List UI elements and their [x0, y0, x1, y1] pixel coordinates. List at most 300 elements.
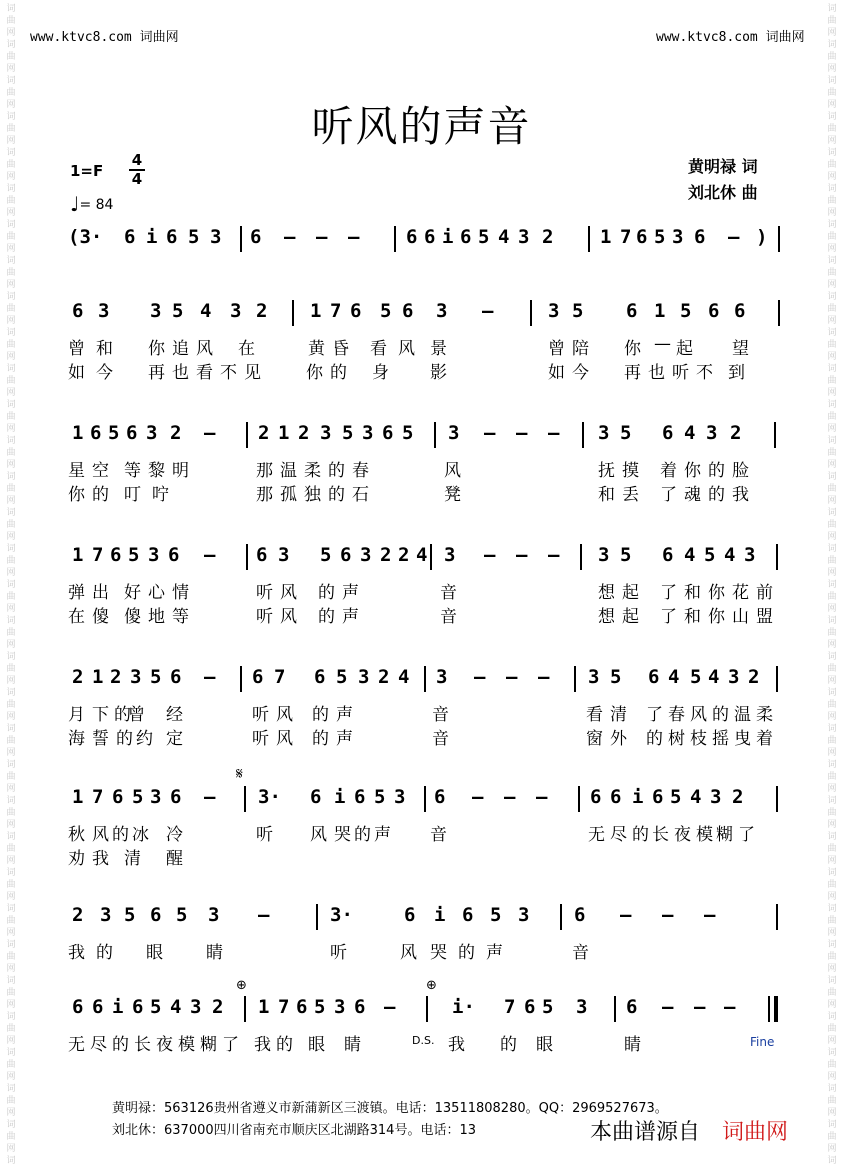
watermark-char: 曲	[827, 1024, 837, 1034]
fine-mark: Fine	[750, 1035, 775, 1049]
lyric-char: 夜	[156, 1035, 173, 1055]
lyric-char: 魂	[684, 485, 701, 505]
source-credit	[590, 1115, 788, 1146]
footer-lyricist-address: 黄明禄：563126贵州省遵义市新蒲新区三渡镇。电话：13511808280。QQ：2969527673。	[112, 1101, 668, 1116]
note: 3	[518, 226, 530, 248]
lyric-char: 的	[354, 825, 371, 845]
note: 6	[110, 544, 122, 566]
note: 1	[92, 666, 104, 688]
note: 6	[350, 300, 362, 322]
watermark-char: 网	[827, 496, 837, 506]
watermark-char: 网	[6, 208, 16, 218]
watermark-char: 词	[827, 796, 837, 806]
lyric-char: 想	[598, 607, 615, 627]
watermark-char: 曲	[6, 520, 16, 530]
watermark-char: 网	[6, 928, 16, 938]
lyric-char: 等	[172, 607, 189, 627]
note: 1	[72, 422, 84, 444]
lyric-char: 曾	[128, 705, 145, 725]
watermark-char: 词	[6, 976, 16, 986]
note: 3	[334, 996, 346, 1018]
watermark-char: 词	[6, 292, 16, 302]
lyric-char: 影	[430, 363, 447, 383]
barline	[530, 300, 532, 326]
lyric-char: 的	[712, 705, 729, 725]
lyric-char: 看	[586, 705, 603, 725]
watermark-char: 网	[6, 388, 16, 398]
footer-composer-address: 刘北休：637000四川省南充市顺庆区北湖路314号。电话：13	[112, 1123, 476, 1138]
barline	[560, 904, 562, 930]
time-signature-top: 4	[131, 151, 143, 169]
note: 6	[340, 544, 352, 566]
lyric-char: 听	[252, 705, 269, 725]
watermark-char: 网	[6, 1108, 16, 1118]
watermark-char: 网	[827, 1072, 837, 1082]
note: 5	[176, 904, 188, 926]
note: 7	[274, 666, 286, 688]
lyric-char: 声	[336, 705, 353, 725]
note: (3·	[68, 226, 103, 248]
watermark-char: 曲	[827, 808, 837, 818]
watermark-char: 曲	[827, 628, 837, 638]
watermark-char: 词	[827, 868, 837, 878]
lyric-char: 的	[646, 729, 663, 749]
watermark-char: 曲	[6, 268, 16, 278]
watermark-char: 网	[827, 640, 837, 650]
lyric-char: 音	[432, 729, 449, 749]
barline	[316, 904, 318, 930]
watermark-char: 网	[827, 172, 837, 182]
lyric-char: 我	[92, 849, 109, 869]
note: –	[204, 666, 216, 688]
note: 3	[710, 786, 722, 808]
lyric-char: 的	[112, 1035, 129, 1055]
source-brand-link[interactable]: 词曲网	[722, 1120, 789, 1145]
lyric-char: 起	[622, 607, 639, 627]
watermark-char: 曲	[827, 412, 837, 422]
note: 2	[732, 786, 744, 808]
watermark-char: 词	[827, 184, 837, 194]
note: 6	[652, 786, 664, 808]
lyric-char: 了	[660, 607, 677, 627]
coda-icon-1: ⊕	[236, 978, 247, 993]
watermark-char: 曲	[6, 232, 16, 242]
lyric-char: 的	[328, 485, 345, 505]
watermark-char: 词	[6, 40, 16, 50]
note: 5	[572, 300, 584, 322]
note: 3	[320, 422, 332, 444]
note: –	[484, 544, 496, 566]
watermark-char: 词	[827, 328, 837, 338]
lyric-char: 风	[92, 825, 109, 845]
watermark-char: 曲	[827, 736, 837, 746]
watermark-char: 词	[6, 256, 16, 266]
watermark-char: 词	[6, 112, 16, 122]
watermark-char: 曲	[827, 196, 837, 206]
lyric-char: 看	[196, 363, 213, 383]
watermark-char: 曲	[827, 700, 837, 710]
watermark-char: 曲	[6, 376, 16, 386]
note: 6	[734, 300, 746, 322]
watermark-char: 词	[827, 436, 837, 446]
watermark-char: 词	[6, 1084, 16, 1094]
watermark-char: 词	[6, 148, 16, 158]
note: –	[548, 544, 560, 566]
lyric-char: 醒	[166, 849, 183, 869]
note: i	[334, 786, 346, 808]
lyric-char: 你	[624, 339, 641, 359]
note: –	[724, 996, 736, 1018]
note: 3	[360, 544, 372, 566]
note: 3	[130, 666, 142, 688]
note: 6	[72, 996, 84, 1018]
note: 3	[98, 300, 110, 322]
lyric-char: 叮	[124, 485, 141, 505]
barline	[776, 904, 778, 930]
watermark-char: 曲	[6, 124, 16, 134]
watermark-char: 曲	[6, 988, 16, 998]
note: 5	[150, 996, 162, 1018]
barline	[582, 422, 584, 448]
watermark-char: 网	[6, 856, 16, 866]
watermark-char: 曲	[6, 1060, 16, 1070]
note: 6	[314, 666, 326, 688]
lyric-char: 清	[610, 705, 627, 725]
watermark-char: 网	[827, 460, 837, 470]
note: –	[482, 300, 494, 322]
lyric-char: 的	[458, 943, 475, 963]
note: 3	[208, 904, 220, 926]
lyric-char: 海	[68, 729, 85, 749]
lyric-char: 再	[148, 363, 165, 383]
lyric-char: 枝	[690, 729, 707, 749]
watermark-char: 词	[827, 832, 837, 842]
watermark-char: 网	[6, 820, 16, 830]
watermark-char: 词	[6, 1012, 16, 1022]
lyric-char: 盟	[756, 607, 773, 627]
watermark-char: 网	[6, 568, 16, 578]
watermark-char: 曲	[827, 268, 837, 278]
note: 5	[620, 422, 632, 444]
note: 6	[626, 996, 638, 1018]
lyric-char: 尽	[610, 825, 627, 845]
note: 5	[132, 786, 144, 808]
lyric-char: 着	[756, 729, 773, 749]
watermark-char: 网	[827, 1036, 837, 1046]
lyric-char: 听	[256, 607, 273, 627]
watermark-char: 曲	[6, 844, 16, 854]
watermark-char: 词	[6, 4, 16, 14]
note: i	[146, 226, 158, 248]
watermark-char: 词	[6, 220, 16, 230]
site-url-left[interactable]: www.ktvc8.com 词曲网	[30, 30, 179, 45]
source-label: 本曲谱源自	[590, 1120, 701, 1145]
lyric-char: 如	[548, 363, 565, 383]
watermark-char: 网	[827, 820, 837, 830]
barline	[424, 786, 426, 812]
watermark-char: 词	[6, 472, 16, 482]
watermark-char: 网	[6, 748, 16, 758]
note: 3	[518, 904, 530, 926]
note: –	[316, 226, 328, 248]
lyric-char: 夜	[674, 825, 691, 845]
watermark-char: 词	[827, 1156, 837, 1166]
watermark-char: 曲	[827, 448, 837, 458]
note: 5	[490, 904, 502, 926]
barline	[588, 226, 590, 252]
lyric-char: 下	[92, 705, 109, 725]
note: 2	[398, 544, 410, 566]
barline	[292, 300, 294, 326]
lyric-char: 再	[624, 363, 641, 383]
note: 6	[406, 226, 418, 248]
note: –	[204, 422, 216, 444]
watermark-char: 网	[6, 1000, 16, 1010]
watermark-char: 曲	[827, 520, 837, 530]
note: –	[204, 786, 216, 808]
note: –	[258, 904, 270, 926]
note: 5	[680, 300, 692, 322]
lyric-char: 声	[486, 943, 503, 963]
watermark-char: 网	[6, 280, 16, 290]
lyric-char: 的	[330, 363, 347, 383]
note: 6	[636, 226, 648, 248]
lyric-char: 望	[732, 339, 749, 359]
lyric-char: 我	[254, 1035, 271, 1055]
note: –	[704, 904, 716, 926]
lyric-char: 声	[342, 607, 359, 627]
note: 5	[374, 786, 386, 808]
barline	[580, 544, 582, 570]
watermark-char: 曲	[6, 88, 16, 98]
note: –	[516, 544, 528, 566]
note: 5	[542, 996, 554, 1018]
note: 4	[668, 666, 680, 688]
watermark-char: 曲	[6, 916, 16, 926]
note: –	[662, 996, 674, 1018]
watermark-char: 曲	[6, 304, 16, 314]
lyric-char: 窗	[586, 729, 603, 749]
lyric-char: 眼	[308, 1035, 325, 1055]
watermark-char: 词	[6, 868, 16, 878]
lyric-char: 的	[500, 1035, 517, 1055]
watermark-char: 曲	[827, 16, 837, 26]
note: 5	[342, 422, 354, 444]
lyric-char: 音	[430, 825, 447, 845]
note: –	[384, 996, 396, 1018]
lyric-char: 的	[328, 461, 345, 481]
note: 6	[112, 786, 124, 808]
watermark-char: 词	[827, 616, 837, 626]
watermark-char: 词	[6, 688, 16, 698]
barline	[434, 422, 436, 448]
lyric-char: 清	[124, 849, 141, 869]
watermark-char: 网	[827, 964, 837, 974]
note: 5	[128, 544, 140, 566]
watermark-char: 曲	[827, 772, 837, 782]
lyric-char: 石	[352, 485, 369, 505]
lyric-char: 你	[148, 339, 165, 359]
lyric-char: 黄	[308, 339, 325, 359]
lyric-char: 无	[588, 825, 605, 845]
watermark-char: 词	[827, 400, 837, 410]
lyric-char: 的	[708, 461, 725, 481]
lyric-char: 冷	[166, 825, 183, 845]
note: 3	[362, 422, 374, 444]
watermark-char: 曲	[827, 124, 837, 134]
note: i	[434, 904, 446, 926]
lyric-char: 傻	[124, 607, 141, 627]
lyric-char: 明	[172, 461, 189, 481]
note: –	[538, 666, 550, 688]
watermark-char: 网	[827, 64, 837, 74]
note: 4	[684, 544, 696, 566]
lyric-char: 声	[342, 583, 359, 603]
lyric-char: 了	[646, 705, 663, 725]
watermark-char: 词	[827, 544, 837, 554]
lyric-char: 和	[684, 607, 701, 627]
watermark-char: 网	[827, 748, 837, 758]
watermark-char: 网	[6, 316, 16, 326]
lyric-char: 不	[220, 363, 237, 383]
barline	[778, 300, 780, 326]
lyric-char: 眼	[536, 1035, 553, 1055]
watermark-char: 曲	[6, 196, 16, 206]
note: 3	[706, 422, 718, 444]
watermark-char: 网	[6, 244, 16, 254]
note: i	[632, 786, 644, 808]
watermark-char: 网	[827, 244, 837, 254]
note: –	[204, 544, 216, 566]
watermark-char: 词	[6, 760, 16, 770]
lyric-char: 到	[728, 363, 745, 383]
site-url-right[interactable]: www.ktvc8.com 词曲网	[656, 30, 805, 45]
watermark-char: 网	[827, 352, 837, 362]
lyric-char: 外	[610, 729, 627, 749]
lyric-char: 哭	[334, 825, 351, 845]
lyric-char: 的	[92, 485, 109, 505]
note: 2	[542, 226, 554, 248]
note: –	[516, 422, 528, 444]
lyric-char: 你	[684, 461, 701, 481]
lyric-char: 不	[696, 363, 713, 383]
lyric-char: 了	[222, 1035, 239, 1055]
lyric-char: 的	[112, 825, 129, 845]
note: 3	[448, 422, 460, 444]
lyric-char: 温	[734, 705, 751, 725]
lyric-char: 凳	[444, 485, 461, 505]
note: 6	[434, 786, 446, 808]
lyric-char: 脸	[732, 461, 749, 481]
note: 5	[108, 422, 120, 444]
note: 2	[256, 300, 268, 322]
lyric-char: 的	[312, 705, 329, 725]
note: 7	[92, 544, 104, 566]
note: 6	[708, 300, 720, 322]
watermark-char: 曲	[6, 772, 16, 782]
lyric-char: 秋	[68, 825, 85, 845]
note: 1	[72, 544, 84, 566]
lyric-char: 誓	[92, 729, 109, 749]
watermark-char: 网	[6, 460, 16, 470]
watermark-char: 曲	[827, 304, 837, 314]
lyric-char: 孤	[280, 485, 297, 505]
barline	[774, 996, 778, 1022]
watermark-char: 网	[827, 28, 837, 38]
watermark-char: 网	[827, 100, 837, 110]
lyric-char: 你	[708, 607, 725, 627]
lyric-char: 如	[68, 363, 85, 383]
note: 6	[250, 226, 262, 248]
note: 2	[72, 666, 84, 688]
watermark-char: 词	[6, 184, 16, 194]
note: 6	[166, 226, 178, 248]
note: 2	[110, 666, 122, 688]
lyric-char: 的	[276, 1035, 293, 1055]
note: 6	[132, 996, 144, 1018]
watermark-char: 词	[6, 544, 16, 554]
watermark-char: 网	[6, 676, 16, 686]
watermark-char: 词	[827, 904, 837, 914]
note: 1	[72, 786, 84, 808]
watermark-char: 词	[827, 976, 837, 986]
note: 4	[690, 786, 702, 808]
note: 3	[150, 786, 162, 808]
lyric-char: 山	[732, 607, 749, 627]
note: 3	[598, 544, 610, 566]
tempo-value: = 84	[79, 197, 114, 213]
watermark-char: 词	[827, 1120, 837, 1130]
watermark-char: 词	[6, 904, 16, 914]
lyric-char: 傻	[92, 607, 109, 627]
note: –	[694, 996, 706, 1018]
watermark-char: 网	[827, 784, 837, 794]
lyric-char: 看	[370, 339, 387, 359]
watermark-char: 词	[6, 796, 16, 806]
lyric-char: 昏	[332, 339, 349, 359]
lyric-char: 丢	[622, 485, 639, 505]
note: 6	[124, 226, 136, 248]
lyric-char: 想	[598, 583, 615, 603]
lyric-char: 风	[276, 705, 293, 725]
note: –	[506, 666, 518, 688]
lyric-char: 的	[312, 729, 329, 749]
watermark-char: 网	[827, 712, 837, 722]
note: 5	[610, 666, 622, 688]
lyric-char: 春	[668, 705, 685, 725]
note: 3	[190, 996, 202, 1018]
lyric-char: 睛	[624, 1035, 641, 1055]
lyric-char: 哭	[430, 943, 447, 963]
note: 3	[436, 300, 448, 322]
watermark-char: 网	[827, 136, 837, 146]
note: –	[472, 786, 484, 808]
lyric-char: 花	[732, 583, 749, 603]
watermark-char: 词	[6, 508, 16, 518]
watermark-char: 网	[6, 28, 16, 38]
watermark-char: 词	[6, 724, 16, 734]
watermark-char: 词	[6, 1048, 16, 1058]
watermark-char: 词	[827, 652, 837, 662]
note: 5	[670, 786, 682, 808]
song-title: 听风的声音	[311, 102, 532, 151]
lyric-char: 我	[732, 485, 749, 505]
watermark-char: 网	[827, 316, 837, 326]
watermark-char: 曲	[6, 700, 16, 710]
watermark-char: 网	[827, 568, 837, 578]
note: 4	[416, 544, 428, 566]
barline	[424, 666, 426, 692]
